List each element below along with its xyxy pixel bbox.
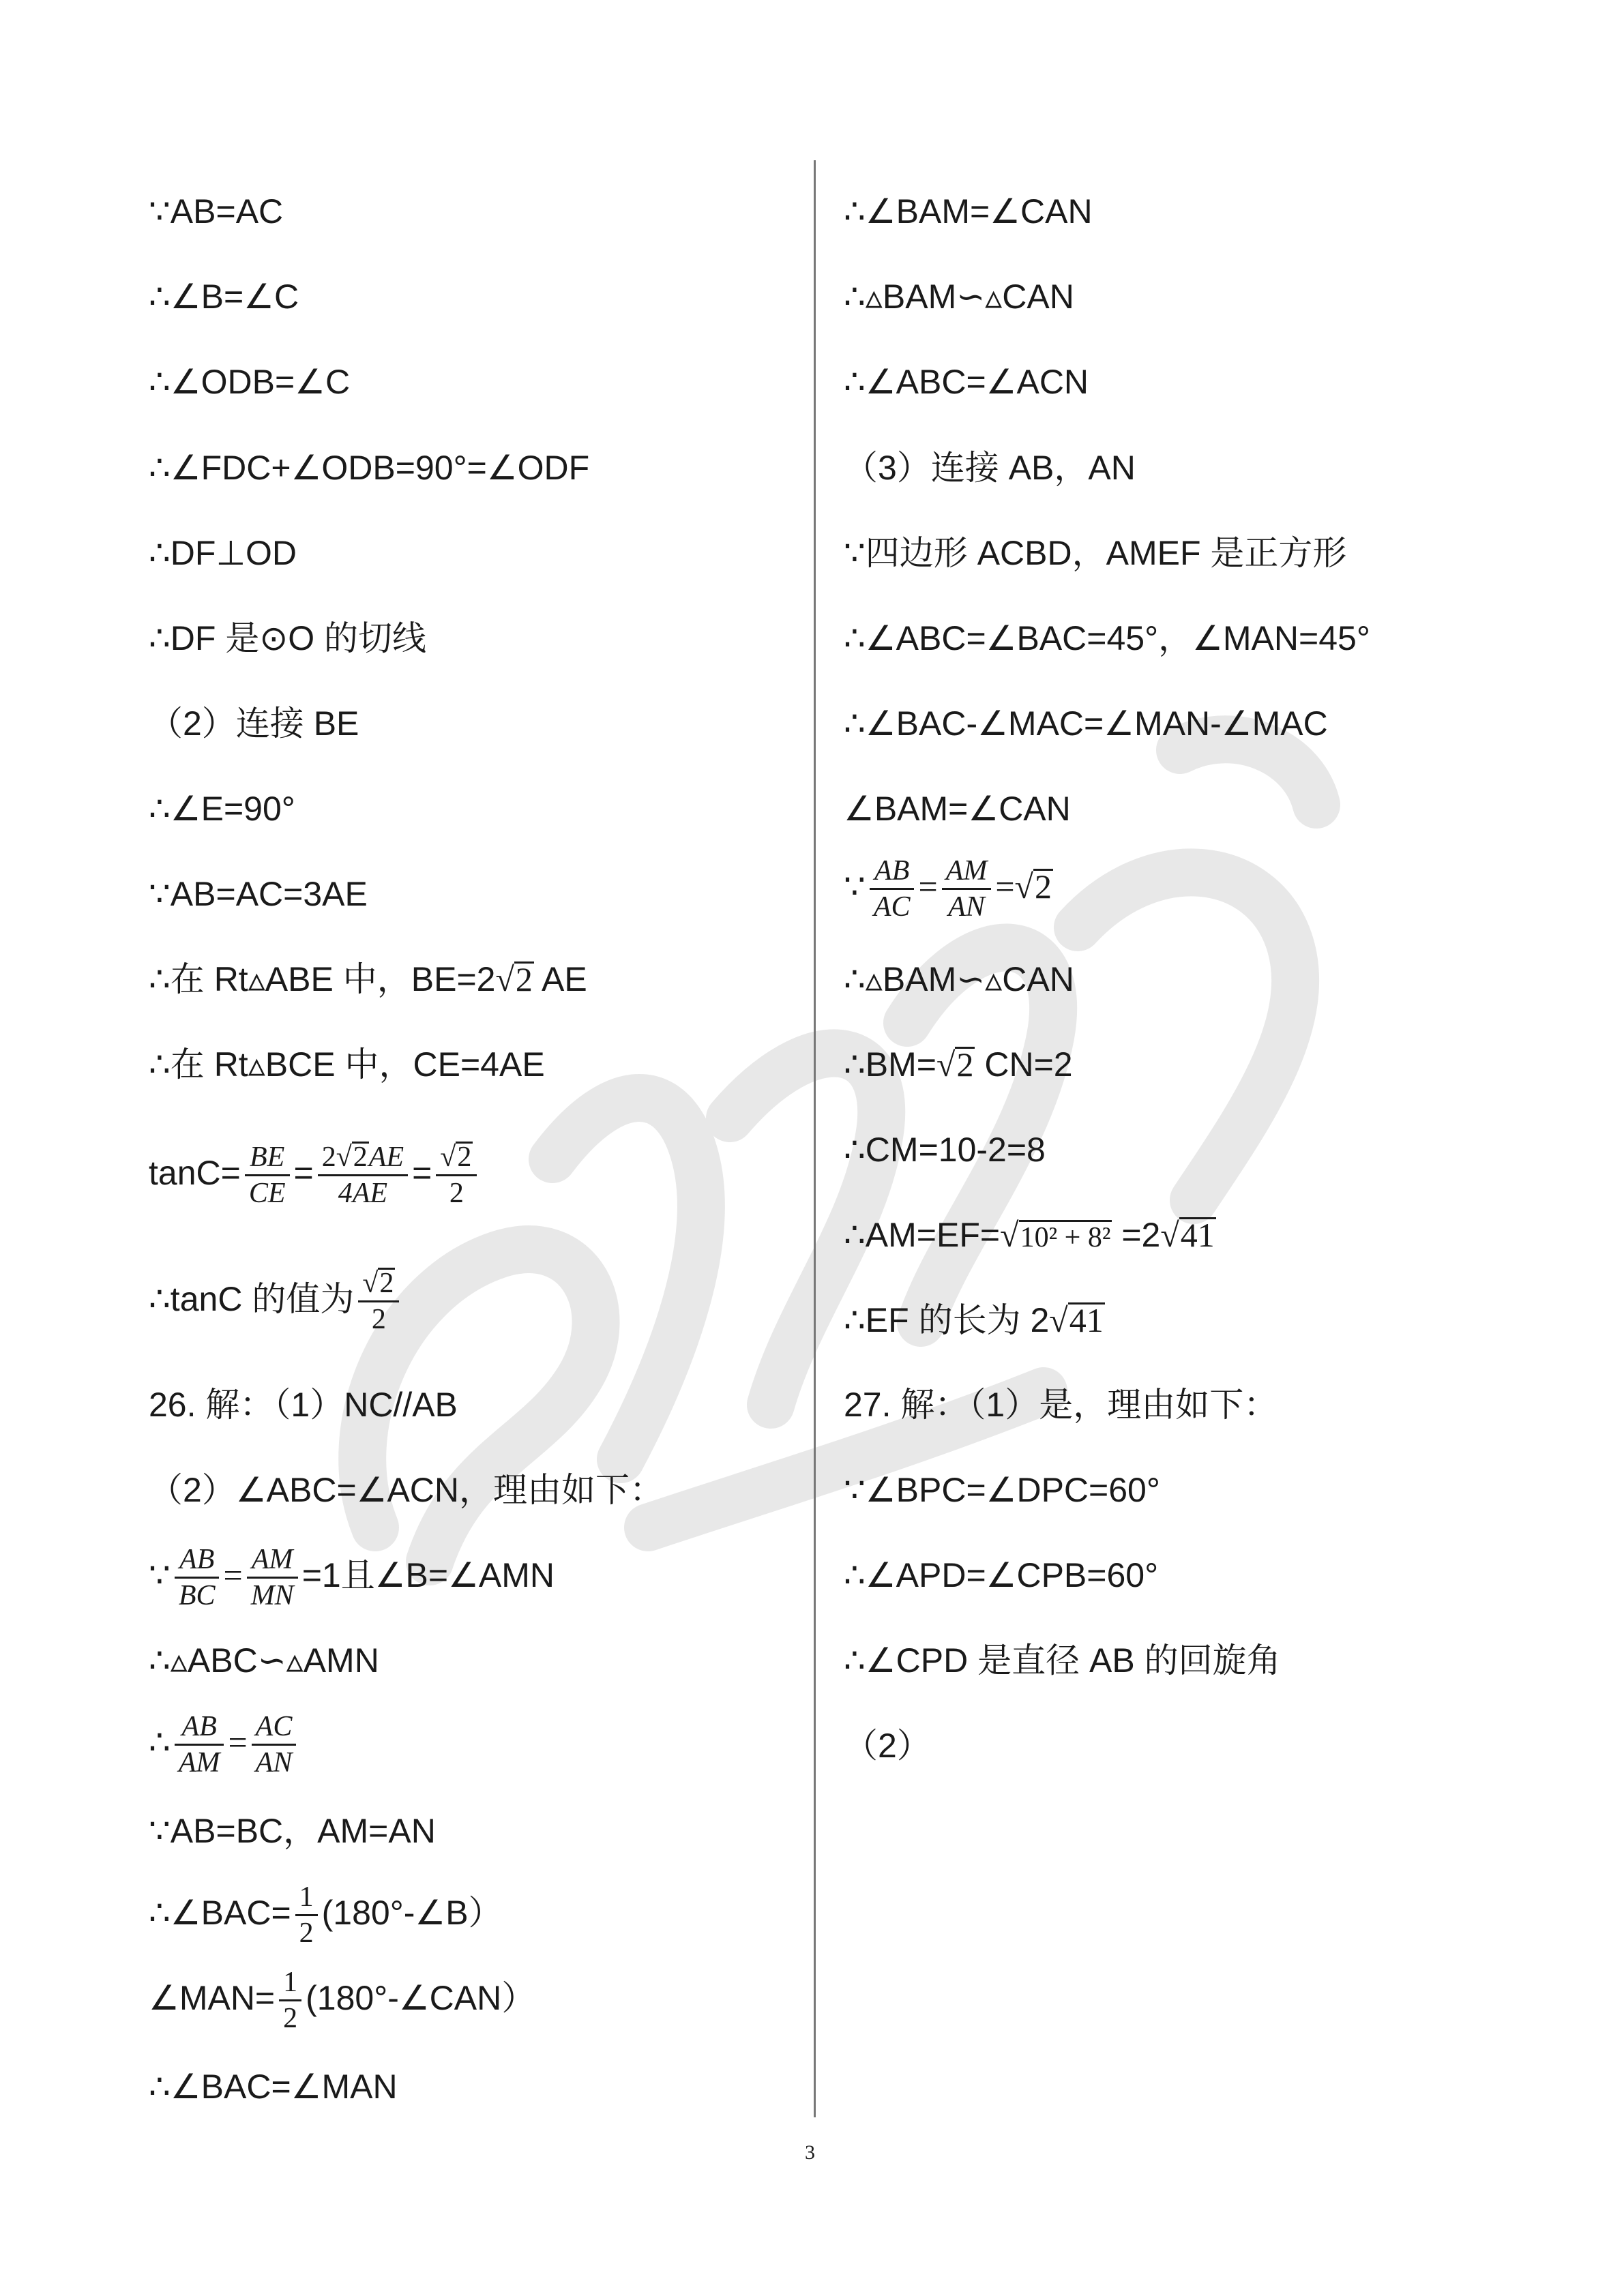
proof-line: ∴▵BAM∽▵CAN xyxy=(844,278,1074,316)
because-symbol: ∵ xyxy=(149,1556,171,1594)
question-26-header: 26. 解：（1）NC//AB xyxy=(149,1386,458,1424)
proof-line: ∴∠B=∠C xyxy=(149,278,299,316)
text: AE xyxy=(533,960,587,998)
text: ∴在 Rt▵ABE 中，BE=2 xyxy=(149,960,496,998)
fraction xyxy=(245,1140,290,1210)
proof-line: ∴∠APD=∠CPB=60° xyxy=(844,1556,1159,1594)
radicand: 2 xyxy=(1035,867,1052,906)
text: ∴EF 的长为 2 xyxy=(844,1301,1050,1339)
ratio-line: ∴ $\frac{AB}{AM}$ = $\frac{AC}{AN}$ xyxy=(149,1705,300,1780)
text: ∴∠BAC= xyxy=(149,1894,291,1932)
proof-line: ∴∠FDC+∠ODB=90°=∠ODF xyxy=(149,449,590,487)
fraction xyxy=(175,1710,224,1780)
proof-line: ∴∠CPD 是直径 AB 的回旋角 xyxy=(844,1641,1281,1680)
term: AE xyxy=(368,1142,404,1174)
proof-line: ∴▵BAM∽▵CAN xyxy=(844,960,1074,998)
text: (180°-∠B） xyxy=(321,1894,503,1932)
ratio-line: ∵ $\frac{AB}{BC}$ = $\frac{AM}{MN}$ =1且∠B=∠AMN xyxy=(149,1544,555,1612)
coef: 2 xyxy=(321,1142,336,1174)
proof-line: （2）连接 BE xyxy=(149,704,359,743)
proof-line: ∴在 Rt▵BCE 中，CE=4AE xyxy=(149,1045,545,1084)
ratio-line: ∵ $\frac{AB}{AC}$ = $\frac{AM}{AN}$ =√2 xyxy=(844,849,1053,924)
radicand: 2 xyxy=(515,960,533,998)
sqrt-expression: √2 xyxy=(1014,867,1052,906)
column-separator xyxy=(814,160,816,2117)
denominator: 2 xyxy=(449,1178,464,1210)
fraction xyxy=(942,854,992,924)
proof-line: ∴∠ABC=∠ACN xyxy=(844,363,1089,401)
text: ∴AM=EF= xyxy=(844,1216,1001,1254)
text: ∠MAN= xyxy=(149,1979,276,2017)
question-27-header: 27. 解：（1）是，理由如下： xyxy=(844,1386,1278,1424)
proof-line: ∴DF⊥OD xyxy=(149,534,297,572)
denominator: AN xyxy=(948,891,985,923)
radicand: 41 xyxy=(1180,1216,1215,1254)
fraction xyxy=(252,1710,297,1780)
proof-line: ∵AB=AC=3AE xyxy=(149,875,368,913)
numerator: BE xyxy=(245,1140,290,1176)
numerator: AM xyxy=(942,854,992,890)
sqrt-expression: √2 xyxy=(936,1045,974,1084)
proof-line: ∴∠ODB=∠C xyxy=(149,363,351,401)
numerator: AB xyxy=(175,1710,224,1746)
numerator: AB xyxy=(870,854,915,890)
proof-line-be xyxy=(149,959,587,1000)
denominator: AC xyxy=(873,891,911,923)
numerator: √2 xyxy=(436,1140,477,1176)
fraction-half xyxy=(295,1880,318,1950)
proof-line: ∴∠ABC=∠BAC=45°，∠MAN=45° xyxy=(844,619,1370,657)
proof-line: （3）连接 AB，AN xyxy=(844,449,1136,487)
numerator: AC xyxy=(252,1710,297,1746)
proof-line: ∴∠BAC=∠MAN xyxy=(149,2068,398,2106)
sqrt-expression: √2 xyxy=(336,1142,368,1174)
proof-line: ∴CM=10-2=8 xyxy=(844,1131,1046,1169)
text: ∴tanC 的值为 xyxy=(149,1280,355,1318)
numerator: √2 xyxy=(358,1266,399,1302)
therefore-symbol: ∴ xyxy=(149,1723,171,1761)
denominator: 4AE xyxy=(338,1178,388,1210)
sqrt-expression: √41 xyxy=(1049,1301,1104,1339)
fraction xyxy=(247,1542,298,1613)
proof-line: （2） xyxy=(844,1727,931,1765)
proof-line: ∴▵ABC∽▵AMN xyxy=(149,1641,379,1680)
denominator: AM xyxy=(178,1747,220,1779)
denominator: CE xyxy=(248,1178,286,1210)
text: (180°-∠CAN） xyxy=(306,1979,536,2017)
proof-line: ∵四边形 ACBD，AMEF 是正方形 xyxy=(844,534,1347,572)
proof-line: ∵AB=BC，AM=AN xyxy=(149,1812,436,1850)
numerator: AB xyxy=(175,1542,220,1579)
sqrt-expression: √10² + 8² xyxy=(1000,1216,1111,1254)
numerator: 1 xyxy=(279,1965,301,2001)
sqrt-expression: √2 xyxy=(495,960,533,998)
text: =2 xyxy=(1112,1216,1161,1254)
radicand: 2 xyxy=(379,1268,394,1300)
because-symbol: ∵ xyxy=(844,867,866,906)
denominator: 2 xyxy=(283,2003,298,2035)
radicand: 10² + 8² xyxy=(1019,1220,1112,1253)
proof-line: ∴DF 是⊙O 的切线 xyxy=(149,619,427,657)
proof-line: ∠BAM=∠CAN xyxy=(844,790,1071,828)
radicand: 2 xyxy=(457,1142,472,1174)
denominator: BC xyxy=(178,1580,216,1612)
man-line xyxy=(149,1960,535,2036)
equals-sign: = xyxy=(412,1154,432,1192)
radicand: 41 xyxy=(1069,1301,1104,1339)
fraction xyxy=(318,1140,408,1210)
equals-sign: = xyxy=(293,1154,314,1192)
fraction xyxy=(436,1140,477,1210)
radicand: 2 xyxy=(956,1045,974,1084)
proof-line: ∴∠BAC-∠MAC=∠MAN-∠MAC xyxy=(844,704,1328,743)
tan-equation xyxy=(149,1135,481,1210)
bac-line xyxy=(149,1875,503,1950)
fraction xyxy=(358,1266,399,1337)
tan-value-line xyxy=(149,1262,403,1337)
numerator xyxy=(318,1140,408,1176)
proof-line: ∴∠BAM=∠CAN xyxy=(844,192,1093,230)
proof-line: （2）∠ABC=∠ACN，理由如下： xyxy=(149,1471,664,1509)
ef-length-line xyxy=(844,1300,1105,1341)
bm-line xyxy=(844,1044,1073,1085)
page-number: 3 xyxy=(805,2141,815,2164)
fraction xyxy=(870,854,915,924)
denominator: 2 xyxy=(299,1918,314,1950)
proof-line: ∵∠BPC=∠DPC=60° xyxy=(844,1471,1160,1509)
denominator: AN xyxy=(255,1747,293,1779)
numerator: AM xyxy=(247,1542,298,1579)
fraction-half xyxy=(279,1965,301,2036)
numerator: 1 xyxy=(295,1880,318,1916)
sqrt-expression: √41 xyxy=(1160,1216,1215,1254)
denominator: 2 xyxy=(371,1304,386,1336)
proof-line: ∵AB=AC xyxy=(149,192,284,230)
proof-line: ∴∠E=90° xyxy=(149,790,295,828)
radicand: 2 xyxy=(353,1142,368,1174)
denominator: MN xyxy=(250,1580,294,1612)
text: ∴BM= xyxy=(844,1045,937,1084)
text: =1且∠B=∠AMN xyxy=(301,1556,555,1594)
am-ef-line xyxy=(844,1214,1216,1255)
fraction xyxy=(175,1542,220,1613)
text: CN=2 xyxy=(975,1045,1073,1084)
text: tanC= xyxy=(149,1154,241,1192)
